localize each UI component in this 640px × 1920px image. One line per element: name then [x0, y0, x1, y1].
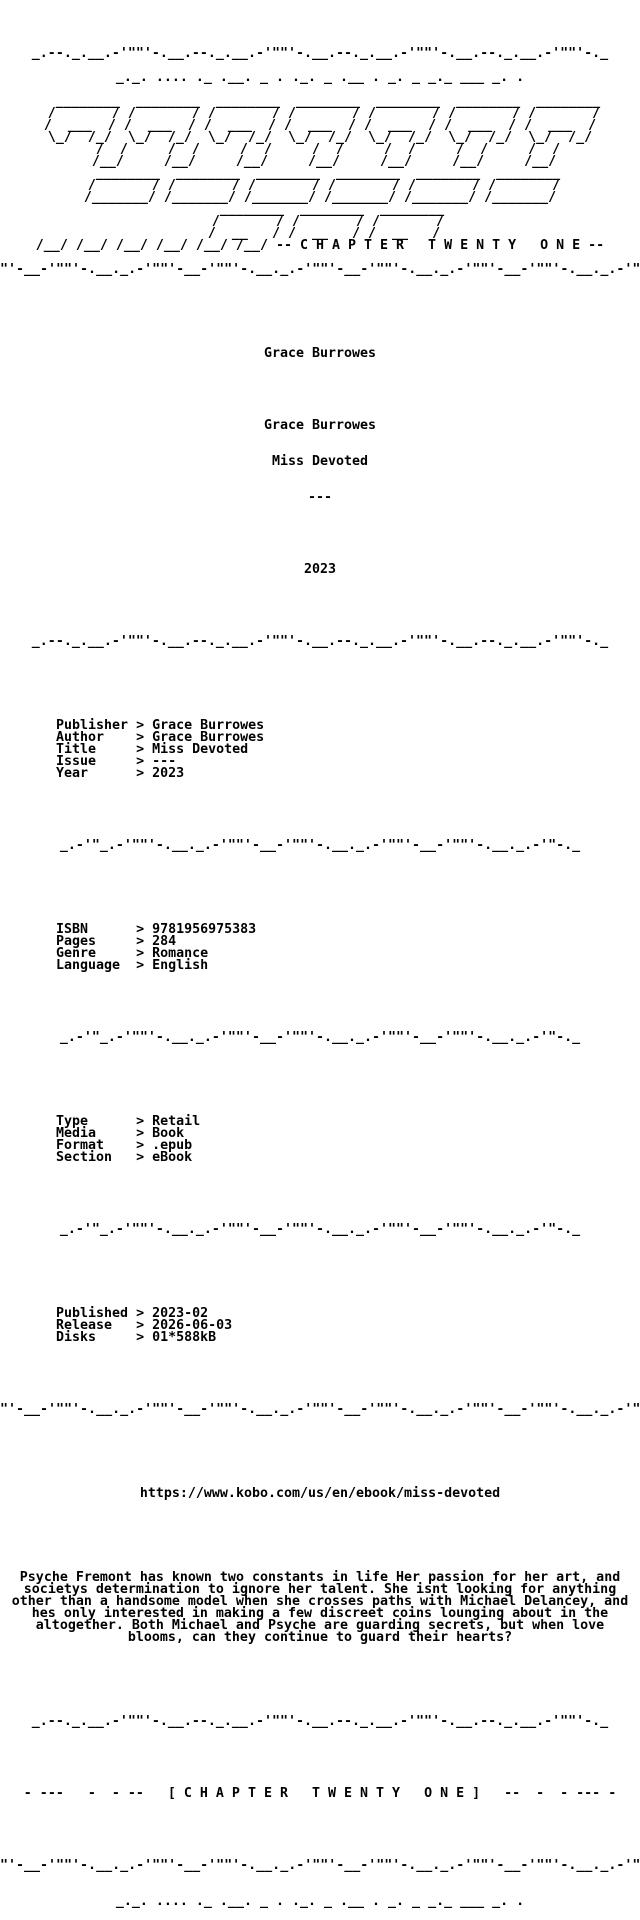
field-label: Author: [56, 730, 129, 745]
field-separator: >: [128, 958, 153, 973]
header-art-line: /__/ /__/ /__/ /__/ /__/ /__/ /__/: [83, 154, 557, 169]
field-separator: >: [128, 946, 153, 961]
field-value: 284: [152, 934, 177, 949]
field-separator: >: [128, 742, 153, 757]
field-label: Published: [56, 1306, 129, 1321]
field-label: Type: [56, 1114, 129, 1129]
field-separator: >: [128, 718, 153, 733]
release-info-group: [0, 720, 640, 780]
field-label: Year: [56, 766, 129, 781]
field-separator: >: [128, 922, 153, 937]
divider-wave: _.--._.__.-'""'-.__.--._.__.-'""'-.__.--._.__.-'""'-.__.--._.__.-'""'-._: [31, 634, 609, 649]
header-art-line: / / / / / / / / / / / /: [79, 178, 561, 193]
description-line: blooms, can they continue to guard their hearts?: [127, 1630, 513, 1645]
field-value: Miss Devoted: [152, 742, 249, 757]
header-art-line: /_______/ /_______/ /_______/ /_______/ /_______/ /_______/: [83, 190, 557, 205]
field-value: 9781956975383: [152, 922, 257, 937]
description-line: Psyche Fremont has known two constants in life Her passion for her art, and: [19, 1570, 621, 1585]
field-label: Publisher: [56, 718, 129, 733]
author-line: Grace Burrowes: [263, 346, 377, 361]
subtitle-issue: ---: [307, 490, 333, 505]
footer-chapter-banner: - --- - - -- [ C H A P T E R T W E N T Y O N E ] -- - - --- -: [23, 1786, 617, 1801]
format-info-group: [0, 1116, 640, 1164]
header-art-line: / ___ / / ___ / / ___ / / ___ / / ___ / / ___ / / ___ /: [43, 118, 597, 133]
field-value: 01*588kB: [152, 1330, 217, 1345]
field-value: Book: [152, 1126, 185, 1141]
header-art-line: / / / / / / / / / / / / / /: [79, 142, 561, 157]
date-info-group: [0, 1308, 640, 1344]
field-separator: >: [128, 754, 153, 769]
footer-morse: _._. .... ._ .__. _ . ._. _ .__ . _. _ _._ ___ _. .: [115, 1894, 525, 1909]
field-value: eBook: [152, 1150, 193, 1165]
field-label: Media: [56, 1126, 129, 1141]
header-art-line: \_/ /_/ \_/ /_/ \_/ /_/ \_/ /_/ \_/ /_/ \_/ /_/ \_/ /_/: [47, 130, 593, 145]
field-label: Disks: [56, 1330, 129, 1345]
header-art-line: / __ / / __ / / __ /: [199, 226, 441, 241]
field-value: 2023: [152, 766, 185, 781]
subtitle-author: Grace Burrowes: [263, 418, 377, 433]
field-value: Retail: [152, 1114, 201, 1129]
field-label: Genre: [56, 946, 129, 961]
divider-wave: _.--._.__.-'""'-.__.--._.__.-'""'-.__.--._.__.-'""'-.__.--._.__.-'""'-._: [31, 1714, 609, 1729]
header-art-line: _.--._.__.-'""'-.__.--._.__.-'""'-.__.--._.__.-'""'-.__.--._.__.-'""'-._: [31, 46, 609, 61]
field-row: [56, 1332, 640, 1344]
field-label: Section: [56, 1150, 129, 1165]
divider-short: _.-'"_.-'""'-.__._.-'""'-__-'""'-.__._.-'""'-__-'""'-.__._.-'"-._: [59, 1222, 581, 1237]
field-separator: >: [128, 934, 153, 949]
field-label: Release: [56, 1318, 129, 1333]
description-line: hes only interested in making a few discreet coins lounging about in the: [31, 1606, 609, 1621]
divider-bottom: "'-__-'""'-.__._.-'""'-__-'""'-.__._.-'""'-__-'""'-.__._.-'""'-__-'""'-.__._.-'": [0, 1858, 640, 1873]
header-art-line: ________ ________ ________ ________ ________ ________ ________: [39, 94, 601, 109]
field-separator: >: [128, 1126, 153, 1141]
header-art-line: / / / / / / / / / / / / / /: [39, 106, 601, 121]
field-label: Format: [56, 1138, 129, 1153]
field-separator: >: [128, 1330, 153, 1345]
year-line: 2023: [303, 562, 337, 577]
field-value: Grace Burrowes: [152, 730, 265, 745]
field-row: [56, 1152, 640, 1164]
header-art-line: "'-__-'""'-.__._.-'""'-__-'""'-.__._.-'""'-__-'""'-.__._.-'""'-__-'""'-.__._.-'": [0, 262, 640, 277]
subtitle-title: Miss Devoted: [271, 454, 369, 469]
divider-short: _.-'"_.-'""'-.__._.-'""'-__-'""'-.__._.-'""'-__-'""'-.__._.-'"-._: [59, 838, 581, 853]
field-row: [56, 768, 640, 780]
divider-bottom: "'-__-'""'-.__._.-'""'-__-'""'-.__._.-'""'-__-'""'-.__._.-'""'-__-'""'-.__._.-'": [0, 1402, 640, 1417]
field-value: ---: [152, 754, 177, 769]
field-label: Title: [56, 742, 129, 757]
field-value: 2023-02: [152, 1306, 209, 1321]
field-separator: >: [128, 1318, 153, 1333]
field-label: ISBN: [56, 922, 129, 937]
field-value: 2026-06-03: [152, 1318, 233, 1333]
field-separator: >: [128, 1114, 153, 1129]
divider-short: _.-'"_.-'""'-.__._.-'""'-__-'""'-.__._.-'""'-__-'""'-.__._.-'"-._: [59, 1030, 581, 1045]
header-art-line: ________ ________ ________ ________ ________ ________: [79, 166, 561, 181]
field-label: Language: [56, 958, 129, 973]
header-ascii-art: [0, 48, 640, 276]
header-art-line: /__/ /__/ /__/ /__/ /__/ /__/ -- C H A P T E R T W E N T Y O N E --: [35, 238, 605, 253]
field-value: Romance: [152, 946, 209, 961]
description-line: other than a handsome model when she crosses paths with Michael Delancey, and: [11, 1594, 629, 1609]
book-info-group: [0, 924, 640, 972]
field-separator: >: [128, 1150, 153, 1165]
field-separator: >: [128, 1138, 153, 1153]
description-line: altogether. Both Michael and Psyche are guarding secrets, but when love: [35, 1618, 605, 1633]
field-value: .epub: [152, 1138, 193, 1153]
description-line: societys determination to ignore her talent. She isnt looking for anything: [23, 1582, 617, 1597]
book-description: [0, 1572, 640, 1644]
field-value: English: [152, 958, 209, 973]
field-label: Issue: [56, 754, 129, 769]
field-row: [56, 960, 640, 972]
field-separator: >: [128, 1306, 153, 1321]
header-art-line: ________ ________ ________: [195, 202, 445, 217]
source-url-link[interactable]: https://www.kobo.com/us/en/ebook/miss-devoted: [139, 1486, 501, 1501]
header-art-line: _._. .... ._ .__. _ . ._. _ .__ . _. _ _._ ___ _. .: [115, 70, 525, 85]
field-label: Pages: [56, 934, 129, 949]
header-art-line: / / / / / /: [195, 214, 445, 229]
field-separator: >: [128, 766, 153, 781]
field-value: Grace Burrowes: [152, 718, 265, 733]
nfo-document: [0, 24, 640, 1920]
field-separator: >: [128, 730, 153, 745]
